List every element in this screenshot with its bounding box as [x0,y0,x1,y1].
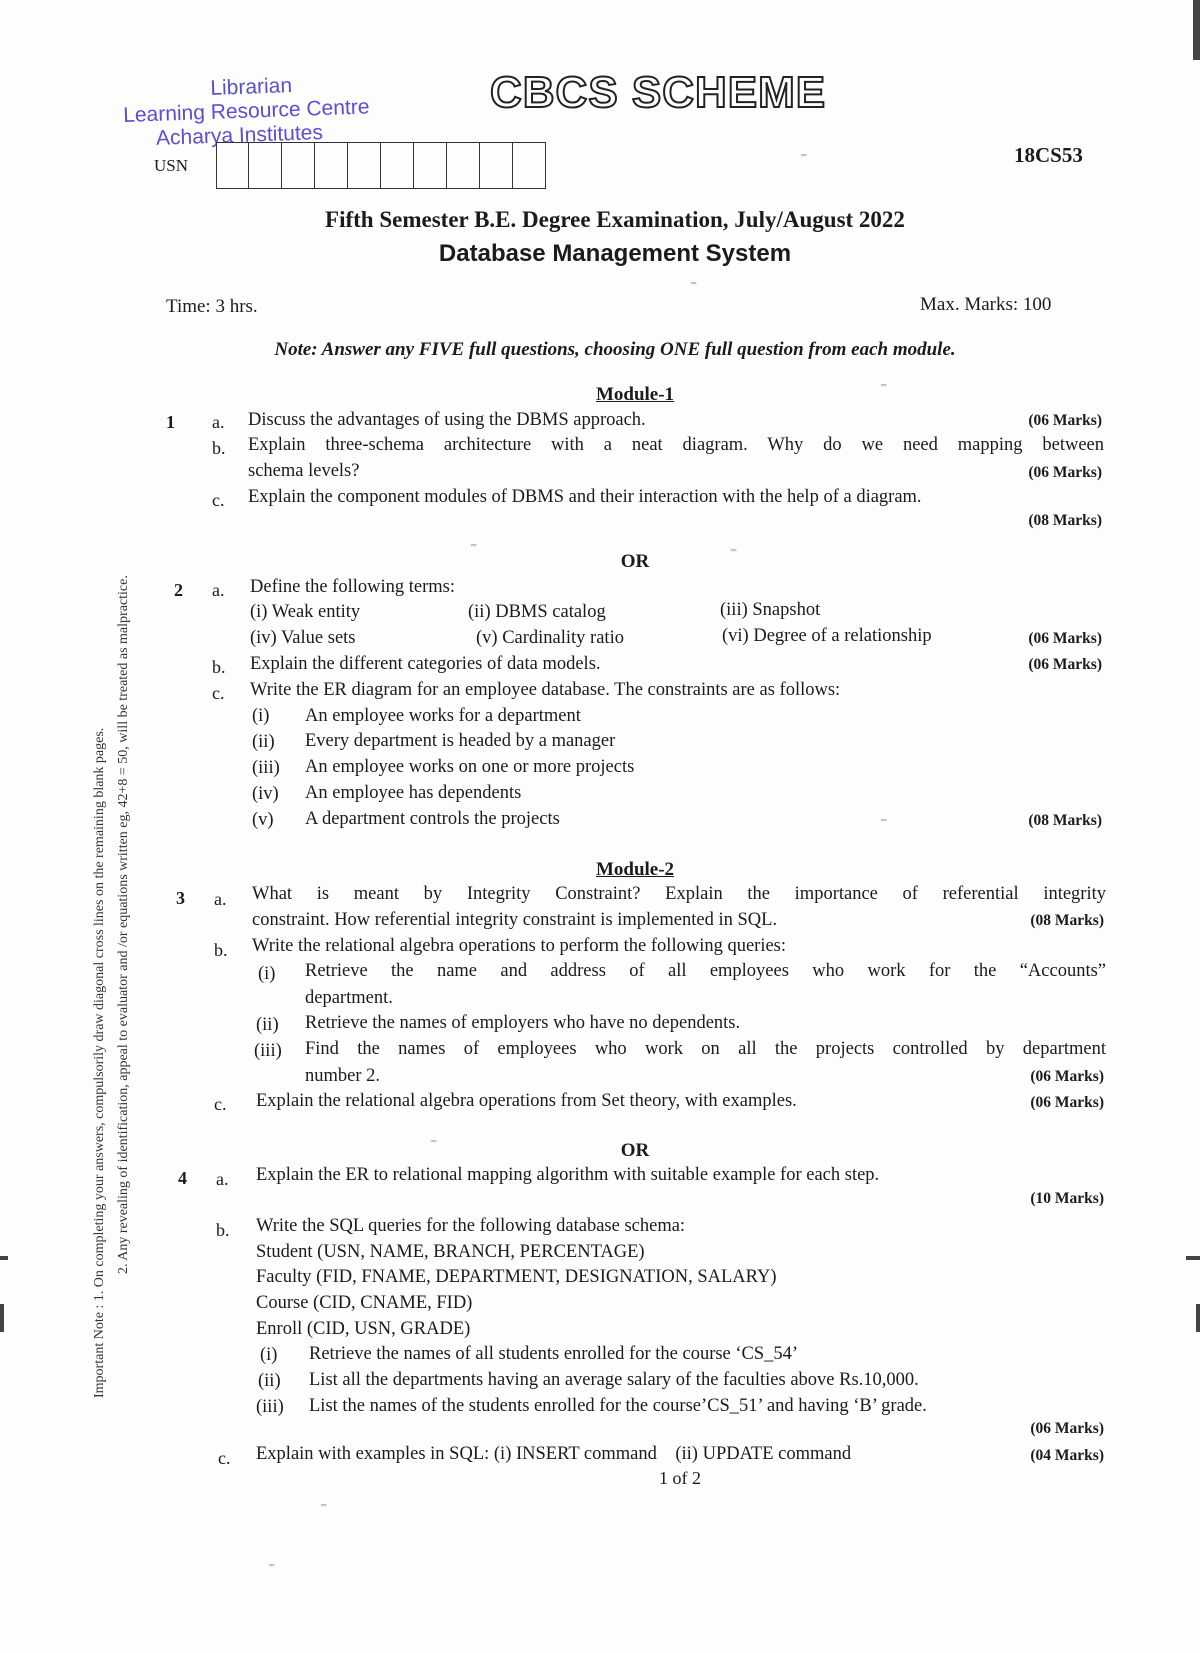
watermark-speck: ⁼ [690,278,698,294]
q2a-text: Define the following terms: [250,577,455,597]
question-1-number: 1 [166,412,175,432]
q2a-term: (ii) DBMS catalog [468,602,606,622]
q3a-label: a. [214,889,227,909]
question-4-number: 4 [178,1168,187,1188]
q4b-query-text: Retrieve the names of all students enrolled for the course ‘CS_54’ [309,1344,799,1364]
q1b-text: schema levels? [248,461,360,481]
q2c-marks: (08 Marks) [1028,812,1102,829]
q3c-label: c. [214,1094,227,1114]
scan-edge-mark [1193,0,1200,60]
q4a-marks: (10 Marks) [1030,1190,1104,1207]
usn-box [216,142,546,189]
usn-cell [348,142,381,189]
watermark-speck: ⁼ [880,815,888,831]
q1a-marks: (06 Marks) [1028,412,1102,429]
usn-cell [381,142,414,189]
q3b-marks: (06 Marks) [1030,1068,1104,1085]
q2a-label: a. [212,580,225,600]
q3a-text: constraint. How referential integrity constraint is implemented in SQL. [252,910,778,930]
q1b-label: b. [212,438,226,458]
question-3-number: 3 [176,888,185,908]
q3b-item-num: (iii) [254,1041,282,1061]
scan-edge-mark [0,1304,4,1332]
watermark-speck: ⁼ [880,380,888,396]
stamp-line: Librarian [209,74,293,100]
q1b-marks: (06 Marks) [1028,464,1102,481]
q2a-term: (vi) Degree of a relationship [722,626,932,646]
q4b-text: Write the SQL queries for the following database schema: [256,1216,686,1236]
q3b-item-text: department. [305,988,393,1008]
q2c-item-num: (ii) [252,732,275,752]
side-note-line2: 2. Any revealing of identification, appeal to evaluator and /or equations written eg, 42+8 = 50, will be treated as malpractice. [116,575,131,1274]
watermark-speck: ⁼ [268,1560,276,1576]
q3c-marks: (06 Marks) [1030,1094,1104,1111]
usn-cell [480,142,513,189]
q2a-term: (v) Cardinality ratio [476,628,624,648]
q4b-query-num: (ii) [258,1371,281,1391]
schema-line: Student (USN, NAME, BRANCH, PERCENTAGE) [256,1242,645,1262]
side-note-line1: Important Note : 1. On completing your answers, compulsorily draw diagonal cross lines on the remaining blank pages. [92,727,107,1398]
q2b-text: Explain the different categories of data models. [250,654,601,674]
q2c-item-text: An employee works on one or more projects [305,757,635,777]
q2c-item-text: Every department is headed by a manager [305,731,616,751]
usn-cell [414,142,447,189]
q1a-text: Discuss the advantages of using the DBMS approach. [248,410,646,430]
time-allowed: Time: 3 hrs. [166,296,258,317]
q2a-term: (i) Weak entity [250,602,361,622]
q3b-label: b. [214,940,228,960]
q1c-text: Explain the component modules of DBMS and their interaction with the help of a diagram. [248,487,922,507]
q4b-label: b. [216,1220,230,1240]
watermark-speck: ⁼ [320,1500,328,1516]
subject-title: Database Management System [438,240,792,267]
watermark-speck: ⁼ [470,540,478,556]
q2c-label: c. [212,683,225,703]
subject-code: 18CS53 [1014,143,1083,167]
schema-line: Faculty (FID, FNAME, DEPARTMENT, DESIGNATION, SALARY) [256,1267,777,1287]
scan-edge-mark [0,1256,8,1260]
library-stamp [122,71,371,152]
usn-cell [249,142,282,189]
usn-cell [315,142,348,189]
question-2-number: 2 [174,580,183,600]
q4b-marks: (06 Marks) [1030,1420,1104,1437]
usn-label: USN [154,156,189,175]
q3a-marks: (08 Marks) [1030,912,1104,929]
schema-line: Enroll (CID, USN, GRADE) [256,1319,471,1339]
scan-edge-mark [1196,1304,1200,1332]
q3a-text: What is meant by Integrity Constraint? Explain the importance of referential integrity [252,884,1106,904]
q3c-text: Explain the relational algebra operations from Set theory, with examples. [256,1091,797,1111]
watermark-speck: ⁼ [730,545,738,561]
q2b-marks: (06 Marks) [1028,656,1102,673]
q3b-item-text: Retrieve the name and address of all employees who work for the “Accounts” [305,961,1106,981]
q2c-text: Write the ER diagram for an employee database. The constraints are as follows: [250,680,841,700]
module-1-heading: Module-1 [595,384,675,405]
q3b-item-text: number 2. [305,1066,381,1086]
q1c-label: c. [212,490,225,510]
q4b-query-text: List the names of the students enrolled for the course’CS_51’ and having ‘B’ grade. [309,1396,927,1416]
q2a-term: (iii) Snapshot [720,600,821,620]
q4b-query-num: (iii) [256,1397,284,1417]
or-divider: OR [620,1140,650,1161]
q4b-query-num: (i) [260,1345,278,1365]
q2c-item-text: A department controls the projects [305,809,560,829]
stamp-line: Learning Resource Centre [122,95,370,127]
usn-cell [513,142,546,189]
max-marks: Max. Marks: 100 [920,294,1052,315]
q2c-item-num: (iii) [252,758,280,778]
usn-cell [447,142,480,189]
module-2-heading: Module-2 [595,859,675,880]
q2b-label: b. [212,657,226,677]
scan-edge-mark [1186,1256,1200,1260]
q3b-text: Write the relational algebra operations to perform the following queries: [252,936,787,956]
q3b-item-num: (ii) [256,1015,279,1035]
scheme-title: CBCS SCHEME [490,68,827,117]
schema-line: Course (CID, CNAME, FID) [256,1293,473,1313]
instructions-note: Note: Answer any FIVE full questions, choosing ONE full question from each module. [274,339,956,360]
exam-title: Fifth Semester B.E. Degree Examination, July/August 2022 [325,207,905,232]
q4a-label: a. [216,1169,229,1189]
q3b-item-text: Find the names of employees who work on all the projects controlled by department [305,1039,1106,1059]
q1b-text: Explain three-schema architecture with a neat diagram. Why do we need mapping between [248,435,1104,455]
q4c-marks: (04 Marks) [1030,1447,1104,1464]
watermark-speck: ⁼ [430,1136,438,1152]
page-number: 1 of 2 [659,1468,701,1488]
q4a-text: Explain the ER to relational mapping algorithm with suitable example for each step. [256,1165,880,1185]
q2c-item-text: An employee works for a department [305,706,581,726]
q3b-item-text: Retrieve the names of employers who have no dependents. [305,1013,741,1033]
q4c-label: c. [218,1448,231,1468]
usn-cell [216,142,249,189]
q1a-label: a. [212,412,225,432]
stamp-line: Acharya Institutes [155,121,324,150]
q4c-text: Explain with examples in SQL: (i) INSERT command (ii) UPDATE command [256,1444,852,1464]
q2c-item-text: An employee has dependents [305,783,522,803]
q2a-marks: (06 Marks) [1028,630,1102,647]
or-divider: OR [620,551,650,572]
q4b-query-text: List all the departments having an average salary of the faculties above Rs.10,000. [309,1370,919,1390]
usn-cell [282,142,315,189]
q1c-marks: (08 Marks) [1028,512,1102,529]
q3b-item-num: (i) [258,964,276,984]
watermark-speck: ⁼ [800,150,808,166]
q2c-item-num: (i) [252,706,270,726]
q2c-item-num: (v) [252,810,274,830]
q2c-item-num: (iv) [252,784,279,804]
q2a-term: (iv) Value sets [250,628,356,648]
